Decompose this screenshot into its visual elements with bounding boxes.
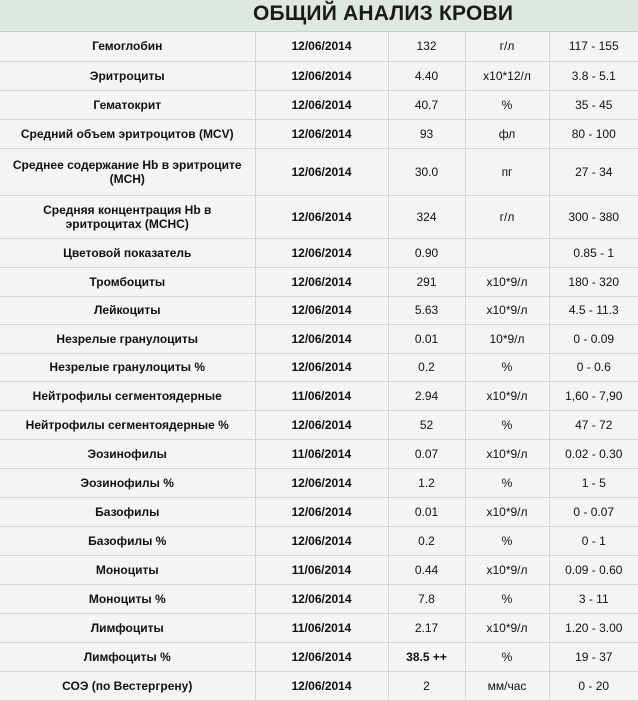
table-row <box>0 267 638 296</box>
table-row <box>0 555 638 584</box>
reference-range: 19 - 37 <box>549 642 638 671</box>
test-name: Моноциты <box>0 555 255 584</box>
reference-range: 3.8 - 5.1 <box>549 61 638 90</box>
test-unit: % <box>465 584 549 613</box>
test-unit: % <box>465 526 549 555</box>
reference-range: 180 - 320 <box>549 267 638 296</box>
test-date: 11/06/2014 <box>255 439 388 468</box>
test-date: 12/06/2014 <box>255 497 388 526</box>
test-unit: мм/час <box>465 671 549 700</box>
test-value: 0.07 <box>388 439 465 468</box>
table-row <box>0 497 638 526</box>
test-name: Лейкоциты <box>0 296 255 324</box>
test-name: Среднее содержание Hb в эритроците (MCH) <box>0 148 255 195</box>
table-row <box>0 468 638 497</box>
table-row <box>0 613 638 642</box>
reference-range: 0.85 - 1 <box>549 238 638 267</box>
test-unit <box>465 238 549 267</box>
table-row <box>0 584 638 613</box>
test-date: 12/06/2014 <box>255 642 388 671</box>
test-date: 12/06/2014 <box>255 32 388 61</box>
reference-range: 35 - 45 <box>549 90 638 119</box>
reference-range: 3 - 11 <box>549 584 638 613</box>
test-name: Цветовой показатель <box>0 238 255 267</box>
test-unit: % <box>465 90 549 119</box>
test-date: 12/06/2014 <box>255 267 388 296</box>
blood-test-table <box>0 32 638 701</box>
test-unit: 10*9/л <box>465 324 549 353</box>
reference-range: 1.20 - 3.00 <box>549 613 638 642</box>
reference-range: 1 - 5 <box>549 468 638 497</box>
test-value: 30.0 <box>388 148 465 195</box>
test-date: 12/06/2014 <box>255 526 388 555</box>
test-unit: x10*9/л <box>465 296 549 324</box>
test-name: Моноциты % <box>0 584 255 613</box>
test-value: 2 <box>388 671 465 700</box>
test-value: 132 <box>388 32 465 61</box>
table-row <box>0 642 638 671</box>
test-date: 12/06/2014 <box>255 238 388 267</box>
test-unit: % <box>465 353 549 381</box>
test-date: 12/06/2014 <box>255 671 388 700</box>
report-title: ОБЩИЙ АНАЛИЗ КРОВИ <box>253 2 514 25</box>
test-name: Эритроциты <box>0 61 255 90</box>
test-name: Базофилы <box>0 497 255 526</box>
reference-range: 0.02 - 0.30 <box>549 439 638 468</box>
table-row <box>0 195 638 238</box>
table-row <box>0 324 638 353</box>
test-value: 4.40 <box>388 61 465 90</box>
test-name: Средняя концентрация Hb в эритроцитах (MCHC) <box>0 195 255 238</box>
test-unit: фл <box>465 119 549 148</box>
test-name: Нейтрофилы сегментоядерные % <box>0 410 255 439</box>
test-value: 7.8 <box>388 584 465 613</box>
test-date: 12/06/2014 <box>255 296 388 324</box>
table-row <box>0 148 638 195</box>
test-name: Средний объем эритроцитов (MCV) <box>0 119 255 148</box>
table-row <box>0 90 638 119</box>
test-name: Эозинофилы % <box>0 468 255 497</box>
test-unit: г/л <box>465 195 549 238</box>
table-row <box>0 526 638 555</box>
test-date: 12/06/2014 <box>255 353 388 381</box>
reference-range: 0 - 0.07 <box>549 497 638 526</box>
reference-range: 4.5 - 11.3 <box>549 296 638 324</box>
test-value: 0.44 <box>388 555 465 584</box>
table-row <box>0 381 638 410</box>
table-row <box>0 61 638 90</box>
test-value-flagged: 38.5 ++ <box>388 642 465 671</box>
test-value: 1.2 <box>388 468 465 497</box>
reference-range: 0 - 20 <box>549 671 638 700</box>
test-date: 12/06/2014 <box>255 410 388 439</box>
test-unit: x10*9/л <box>465 497 549 526</box>
reference-range: 47 - 72 <box>549 410 638 439</box>
test-value: 0.2 <box>388 526 465 555</box>
reference-range: 300 - 380 <box>549 195 638 238</box>
test-value: 2.17 <box>388 613 465 642</box>
test-value: 324 <box>388 195 465 238</box>
test-value: 40.7 <box>388 90 465 119</box>
test-name: СОЭ (по Вестергрену) <box>0 671 255 700</box>
table-row <box>0 296 638 324</box>
reference-range: 27 - 34 <box>549 148 638 195</box>
test-unit: x10*12/л <box>465 61 549 90</box>
test-name: Базофилы % <box>0 526 255 555</box>
table-row <box>0 410 638 439</box>
test-date: 11/06/2014 <box>255 613 388 642</box>
test-unit: % <box>465 410 549 439</box>
test-value: 291 <box>388 267 465 296</box>
test-date: 11/06/2014 <box>255 381 388 410</box>
test-name: Нейтрофилы сегментоядерные <box>0 381 255 410</box>
test-value: 0.01 <box>388 324 465 353</box>
test-value: 0.2 <box>388 353 465 381</box>
test-unit: % <box>465 468 549 497</box>
reference-range: 0 - 1 <box>549 526 638 555</box>
test-value: 2.94 <box>388 381 465 410</box>
table-row <box>0 32 638 61</box>
report-header <box>0 0 638 32</box>
test-name: Лимфоциты <box>0 613 255 642</box>
test-value: 93 <box>388 119 465 148</box>
reference-range: 0.09 - 0.60 <box>549 555 638 584</box>
reference-range: 0 - 0.6 <box>549 353 638 381</box>
test-name: Гемоглобин <box>0 32 255 61</box>
test-value: 52 <box>388 410 465 439</box>
test-date: 11/06/2014 <box>255 555 388 584</box>
reference-range: 80 - 100 <box>549 119 638 148</box>
reference-range: 1,60 - 7,90 <box>549 381 638 410</box>
reference-range: 117 - 155 <box>549 32 638 61</box>
test-unit: г/л <box>465 32 549 61</box>
test-unit: x10*9/л <box>465 381 549 410</box>
test-date: 12/06/2014 <box>255 195 388 238</box>
reference-range: 0 - 0.09 <box>549 324 638 353</box>
table-row <box>0 439 638 468</box>
test-value: 5.63 <box>388 296 465 324</box>
test-unit: x10*9/л <box>465 613 549 642</box>
test-unit: x10*9/л <box>465 555 549 584</box>
test-date: 12/06/2014 <box>255 468 388 497</box>
test-name: Тромбоциты <box>0 267 255 296</box>
test-name: Лимфоциты % <box>0 642 255 671</box>
test-name: Незрелые гранулоциты <box>0 324 255 353</box>
test-date: 12/06/2014 <box>255 90 388 119</box>
test-unit: пг <box>465 148 549 195</box>
table-row <box>0 353 638 381</box>
test-date: 12/06/2014 <box>255 119 388 148</box>
test-unit: x10*9/л <box>465 439 549 468</box>
table-row <box>0 671 638 700</box>
test-unit: x10*9/л <box>465 267 549 296</box>
test-date: 12/06/2014 <box>255 148 388 195</box>
test-unit: % <box>465 642 549 671</box>
test-date: 12/06/2014 <box>255 324 388 353</box>
test-date: 12/06/2014 <box>255 61 388 90</box>
test-value: 0.90 <box>388 238 465 267</box>
table-row <box>0 238 638 267</box>
test-name: Эозинофилы <box>0 439 255 468</box>
table-row <box>0 119 638 148</box>
test-name: Гематокрит <box>0 90 255 119</box>
test-date: 12/06/2014 <box>255 584 388 613</box>
test-value: 0.01 <box>388 497 465 526</box>
test-name: Незрелые гранулоциты % <box>0 353 255 381</box>
